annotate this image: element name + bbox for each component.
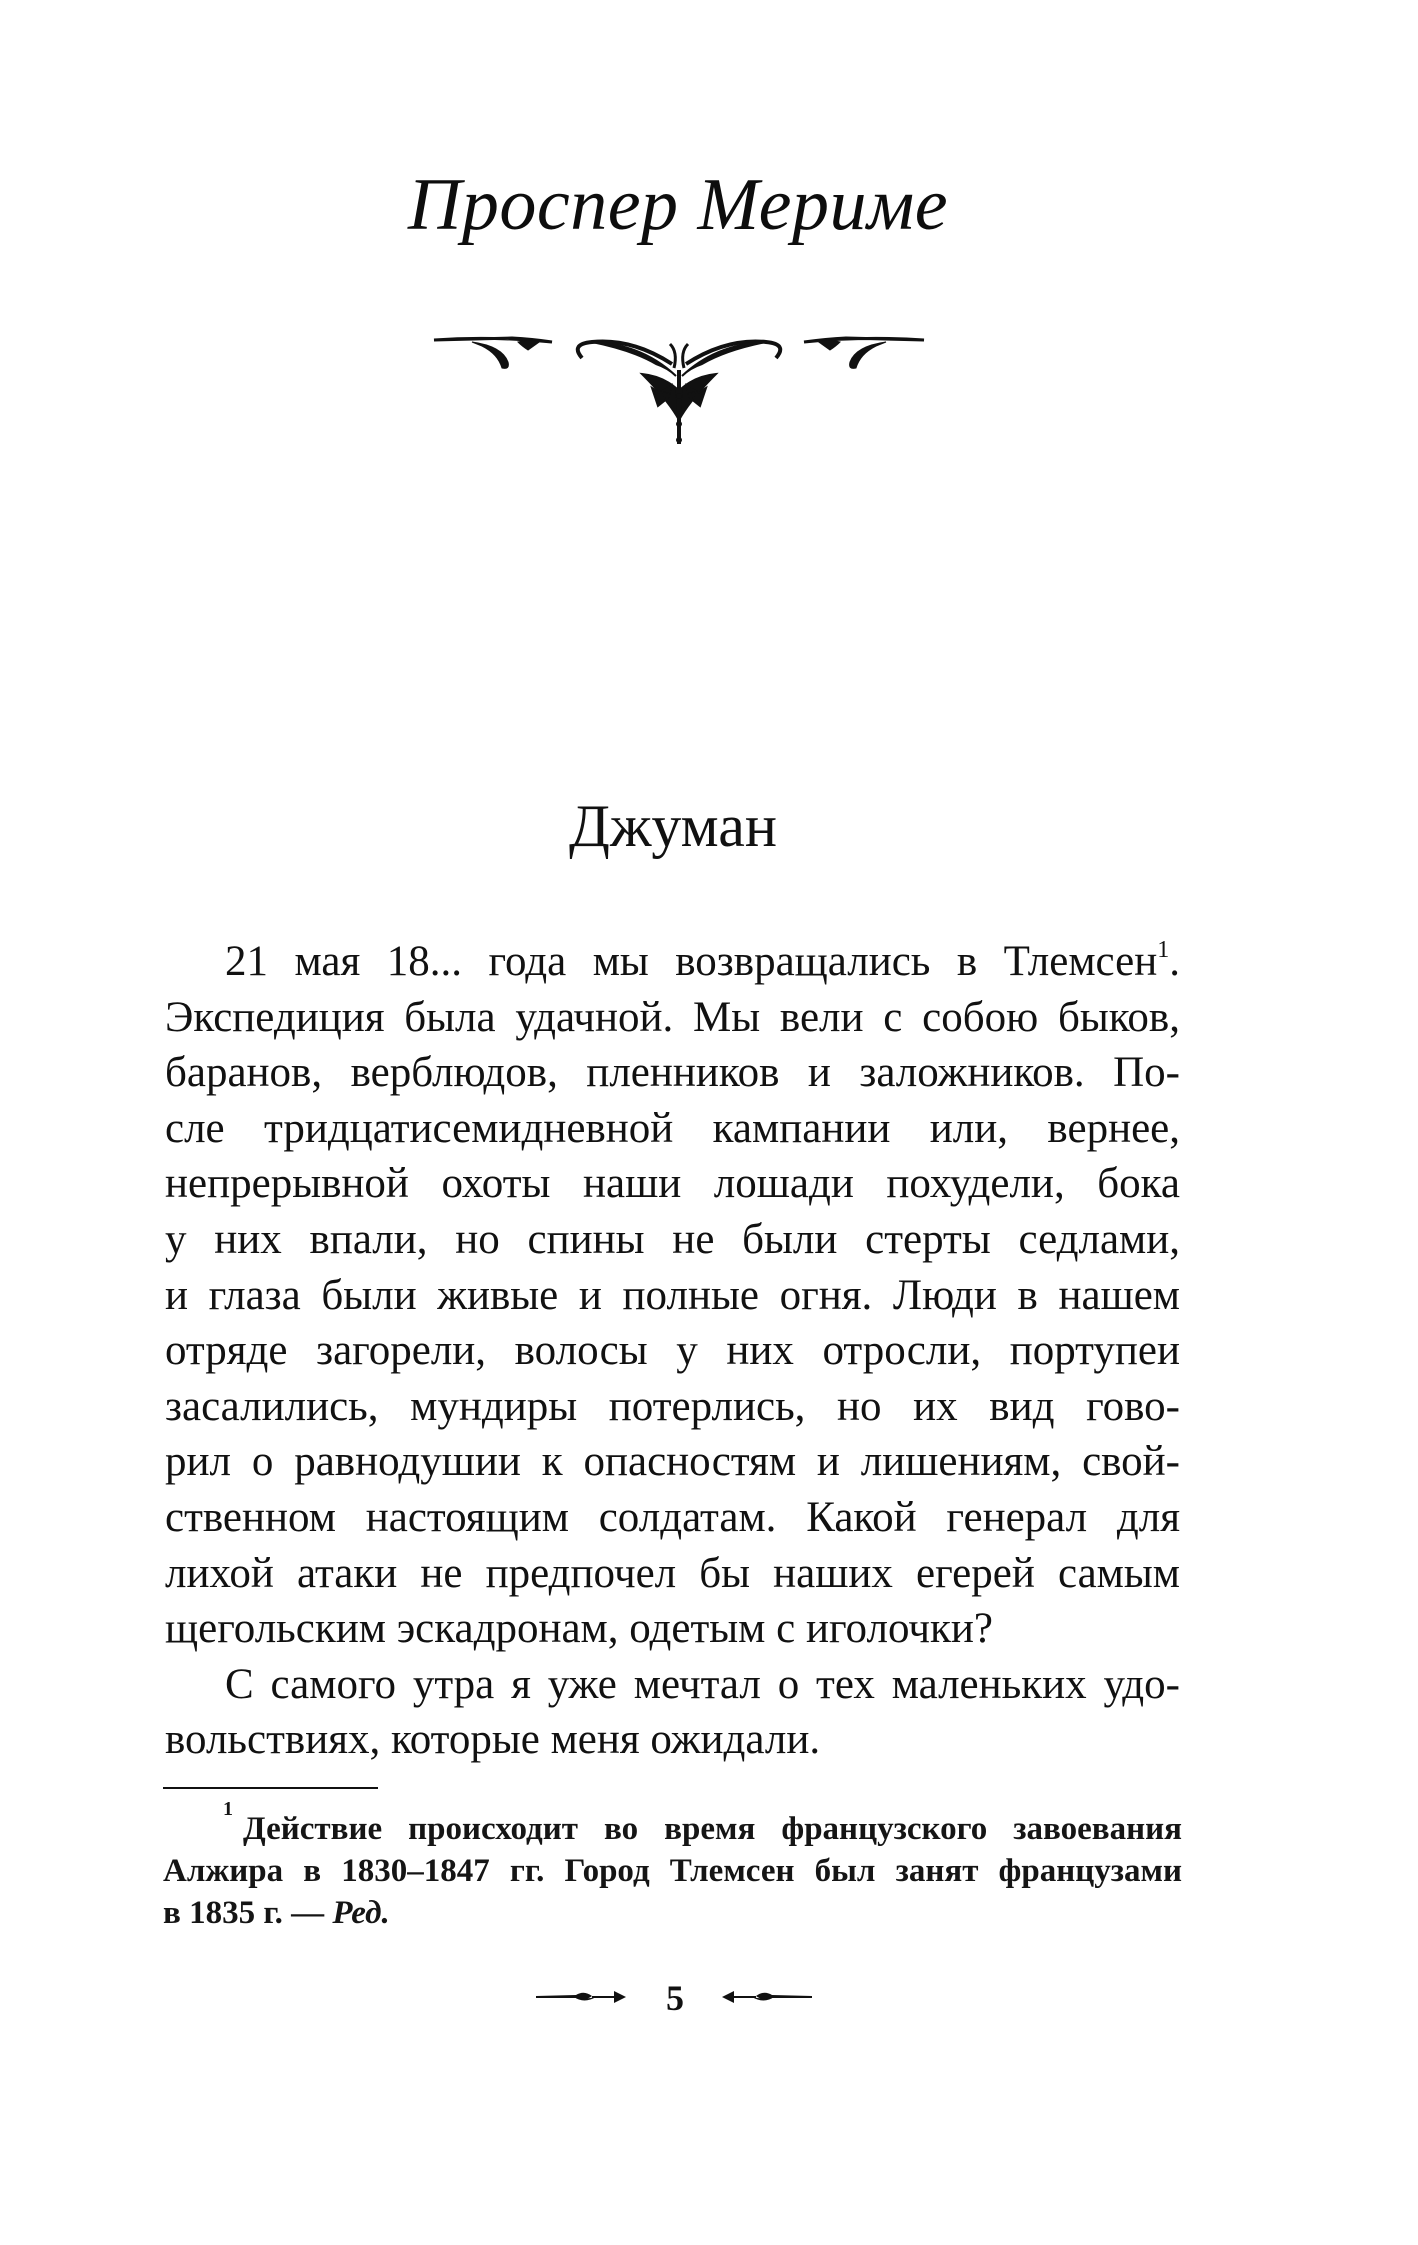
text-line: непрерывной охоты наши лошади похудели, бока — [165, 1160, 1180, 1208]
author-name: Проспер Мериме — [407, 164, 949, 246]
arrow-ornament-icon — [720, 1986, 812, 2008]
text-line: отряде загорели, волосы у них отросли, портупеи — [165, 1327, 1180, 1375]
text-line: у них впали, но спины не были стерты седлами, — [165, 1215, 1180, 1263]
page-number: 5 — [666, 1978, 684, 2018]
footnote-line — [163, 1798, 1182, 1850]
text-fragment: . — [1169, 938, 1180, 985]
footnote-reference[interactable]: 1 — [1157, 937, 1170, 963]
vignette-ornament-icon — [432, 324, 926, 446]
footnote-marker: 1 — [223, 1798, 233, 1820]
body-text — [165, 934, 1180, 1768]
footnote-divider — [163, 1787, 378, 1789]
footnote — [163, 1798, 1182, 1934]
arrow-ornament-icon — [536, 1986, 628, 2008]
text-line — [165, 934, 1180, 990]
footnote-text: в 1835 г. — — [163, 1895, 333, 1931]
text-line: баранов, верблюдов, пленников и заложников. По- — [165, 1049, 1180, 1097]
text-line: ственном настоящим солдатам. Какой генерал для — [165, 1493, 1180, 1541]
editor-note: Ред. — [332, 1895, 390, 1931]
text-line: С самого утра я уже мечтал о тех маленьких удо- — [225, 1660, 1180, 1708]
text-line: вольствиях, которые меня ожидали. — [165, 1716, 821, 1764]
footnote-text: Действие происходит во время французского завоевания — [243, 1811, 1182, 1847]
text-line: сле тридцатисемидневной кампании или, вернее, — [165, 1104, 1180, 1152]
text-line: и глаза были живые и полные огня. Люди в нашем — [165, 1271, 1180, 1319]
text-line: засалились, мундиры потерлись, но их вид гово- — [165, 1382, 1180, 1430]
footnote-line: Алжира в 1830–1847 гг. Город Тлемсен был занят французами — [163, 1853, 1182, 1889]
footnote-line — [163, 1892, 1182, 1934]
text-line: лихой атаки не предпочел бы наших егерей самым — [165, 1549, 1180, 1597]
text-line: рил о равнодушии к опасностям и лишениям, свой- — [165, 1438, 1180, 1486]
text-line: Экспедиция была удачной. Мы вели с собою быков, — [165, 993, 1180, 1041]
text-fragment: 21 мая 18... года мы возвращались в Тлемсен — [225, 938, 1158, 985]
page-footer — [530, 1978, 820, 2018]
chapter-title: Джуман — [569, 793, 777, 859]
text-line: щегольским эскадронам, одетым с иголочки? — [165, 1605, 993, 1653]
